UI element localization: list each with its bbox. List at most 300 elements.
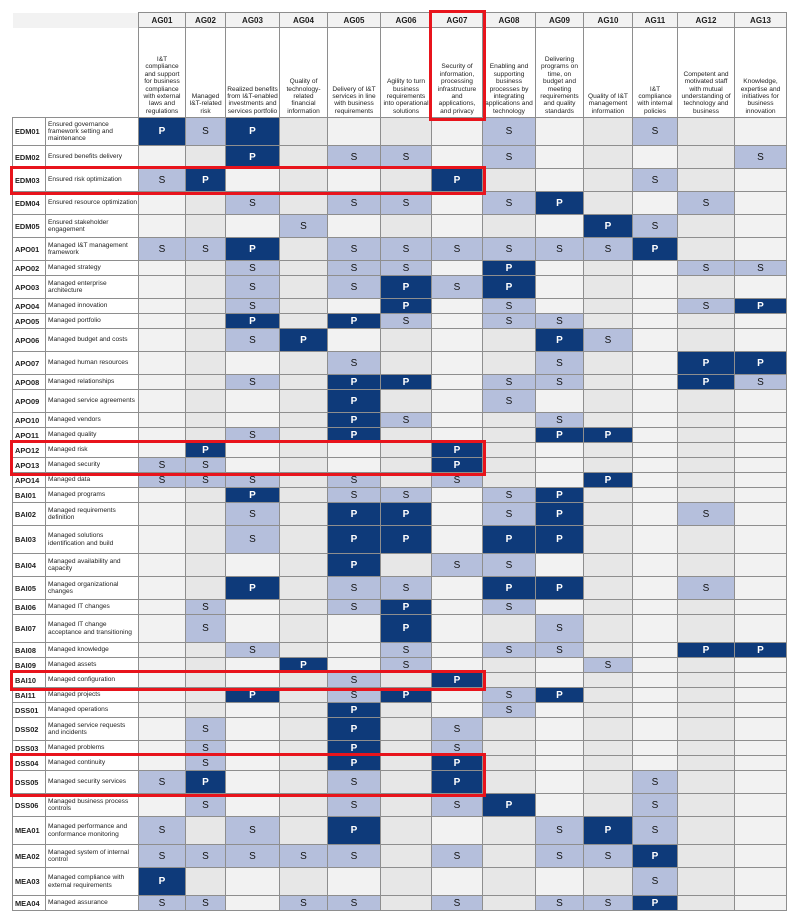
process-name: Managed enterprise architecture [46, 276, 139, 299]
empty-cell [432, 615, 483, 643]
empty-cell [186, 688, 226, 703]
secondary-mark: S [381, 314, 432, 329]
empty-cell [328, 329, 381, 352]
goal-code-ag06: AG06 [381, 13, 432, 28]
process-row-dss05 [13, 771, 787, 794]
primary-mark: P [328, 756, 381, 771]
secondary-mark: S [432, 845, 483, 868]
empty-cell [139, 554, 186, 577]
secondary-mark: S [483, 554, 536, 577]
empty-cell [139, 756, 186, 771]
empty-cell [139, 390, 186, 413]
process-row-bai06 [13, 600, 787, 615]
process-row-mea04 [13, 896, 787, 911]
empty-cell [735, 192, 787, 215]
secondary-mark: S [280, 896, 328, 911]
goal-code-ag07: AG07 [432, 13, 483, 28]
primary-mark: P [328, 375, 381, 390]
process-row-apo07 [13, 352, 787, 375]
process-code: APO06 [13, 329, 46, 352]
secondary-mark: S [328, 794, 381, 817]
empty-cell [633, 756, 678, 771]
secondary-mark: S [432, 473, 483, 488]
empty-cell [633, 703, 678, 718]
process-code: BAI09 [13, 658, 46, 673]
empty-cell [483, 658, 536, 673]
empty-cell [633, 718, 678, 741]
empty-cell [381, 817, 432, 845]
secondary-mark: S [483, 390, 536, 413]
empty-cell [678, 413, 735, 428]
process-rows [13, 118, 787, 911]
empty-cell [432, 688, 483, 703]
primary-mark: P [432, 169, 483, 192]
process-name: Managed vendors [46, 413, 139, 428]
goal-code-ag04: AG04 [280, 13, 328, 28]
empty-cell [483, 473, 536, 488]
empty-cell [186, 375, 226, 390]
goal-code-ag08: AG08 [483, 13, 536, 28]
secondary-mark: S [536, 896, 584, 911]
secondary-mark: S [186, 718, 226, 741]
empty-cell [328, 615, 381, 643]
empty-cell [678, 896, 735, 911]
primary-mark: P [536, 192, 584, 215]
empty-cell [633, 526, 678, 554]
empty-cell [536, 658, 584, 673]
empty-cell [735, 896, 787, 911]
primary-mark: P [328, 526, 381, 554]
process-name: Managed programs [46, 488, 139, 503]
process-row-bai07 [13, 615, 787, 643]
empty-cell [735, 215, 787, 238]
empty-cell [678, 526, 735, 554]
empty-cell [735, 868, 787, 896]
empty-cell [186, 261, 226, 276]
empty-cell [186, 276, 226, 299]
primary-mark: P [328, 314, 381, 329]
empty-cell [226, 600, 280, 615]
empty-cell [432, 600, 483, 615]
primary-mark: P [328, 413, 381, 428]
empty-cell [678, 615, 735, 643]
goal-description: Knowledge, expertise and initiatives for business innovation [735, 28, 787, 118]
empty-cell [381, 718, 432, 741]
goal-code-ag12: AG12 [678, 13, 735, 28]
secondary-mark: S [186, 741, 226, 756]
empty-cell [584, 688, 633, 703]
goal-code-ag10: AG10 [584, 13, 633, 28]
process-row-bai02 [13, 503, 787, 526]
empty-cell [735, 118, 787, 146]
secondary-mark: S [633, 215, 678, 238]
empty-cell [483, 756, 536, 771]
empty-cell [584, 554, 633, 577]
empty-cell [280, 817, 328, 845]
empty-cell [536, 118, 584, 146]
empty-cell [381, 554, 432, 577]
primary-mark: P [328, 741, 381, 756]
empty-cell [186, 526, 226, 554]
primary-mark: P [226, 688, 280, 703]
process-name: Managed innovation [46, 299, 139, 314]
process-name: Managed security [46, 458, 139, 473]
empty-cell [280, 261, 328, 276]
empty-cell [226, 615, 280, 643]
secondary-mark: S [536, 845, 584, 868]
empty-cell [483, 215, 536, 238]
empty-cell [584, 526, 633, 554]
empty-cell [381, 352, 432, 375]
secondary-mark: S [536, 643, 584, 658]
primary-mark: P [328, 817, 381, 845]
secondary-mark: S [483, 488, 536, 503]
process-name: Managed solutions identification and build [46, 526, 139, 554]
goal-description: I&T compliance and support for business compliance with external laws and regulations [139, 28, 186, 118]
secondary-mark: S [226, 299, 280, 314]
empty-cell [381, 428, 432, 443]
empty-cell [584, 118, 633, 146]
empty-cell [633, 600, 678, 615]
primary-mark: P [381, 276, 432, 299]
empty-cell [280, 352, 328, 375]
secondary-mark: S [186, 238, 226, 261]
empty-cell [536, 299, 584, 314]
empty-cell [139, 276, 186, 299]
secondary-mark: S [186, 845, 226, 868]
empty-cell [139, 329, 186, 352]
empty-cell [483, 169, 536, 192]
empty-cell [584, 615, 633, 643]
empty-cell [280, 526, 328, 554]
secondary-mark: S [381, 146, 432, 169]
empty-cell [536, 215, 584, 238]
secondary-mark: S [735, 146, 787, 169]
process-name: Managed service agreements [46, 390, 139, 413]
empty-cell [584, 600, 633, 615]
primary-mark: P [735, 299, 787, 314]
empty-cell [186, 868, 226, 896]
secondary-mark: S [483, 146, 536, 169]
primary-mark: P [633, 896, 678, 911]
empty-cell [280, 276, 328, 299]
empty-cell [381, 390, 432, 413]
empty-cell [280, 718, 328, 741]
empty-cell [280, 756, 328, 771]
secondary-mark: S [584, 329, 633, 352]
primary-mark: P [280, 658, 328, 673]
secondary-mark: S [186, 794, 226, 817]
process-code: APO04 [13, 299, 46, 314]
empty-cell [280, 577, 328, 600]
empty-cell [483, 741, 536, 756]
secondary-mark: S [328, 146, 381, 169]
empty-cell [536, 390, 584, 413]
matrix-table [12, 12, 787, 911]
goal-code-row [13, 13, 787, 28]
empty-cell [280, 868, 328, 896]
process-name: Managed strategy [46, 261, 139, 276]
primary-mark: P [536, 428, 584, 443]
process-code: BAI03 [13, 526, 46, 554]
process-row-apo14 [13, 473, 787, 488]
empty-cell [536, 261, 584, 276]
empty-cell [678, 756, 735, 771]
goal-code-ag11: AG11 [633, 13, 678, 28]
process-row-apo01 [13, 238, 787, 261]
empty-cell [584, 261, 633, 276]
empty-cell [139, 443, 186, 458]
empty-cell [139, 146, 186, 169]
secondary-mark: S [226, 643, 280, 658]
empty-cell [139, 600, 186, 615]
empty-cell [536, 276, 584, 299]
empty-cell [536, 169, 584, 192]
empty-cell [584, 703, 633, 718]
secondary-mark: S [328, 845, 381, 868]
process-code: BAI08 [13, 643, 46, 658]
primary-mark: P [186, 443, 226, 458]
empty-cell [381, 703, 432, 718]
empty-cell [381, 169, 432, 192]
empty-cell [432, 526, 483, 554]
secondary-mark: S [226, 503, 280, 526]
empty-cell [584, 458, 633, 473]
goal-description: Managed I&T-related risk [186, 28, 226, 118]
empty-cell [280, 169, 328, 192]
goal-description: Security of information, processing infrastructure and applications, and privacy [432, 28, 483, 118]
empty-cell [735, 503, 787, 526]
empty-cell [735, 741, 787, 756]
secondary-mark: S [186, 615, 226, 643]
secondary-mark: S [139, 238, 186, 261]
goal-code-ag05: AG05 [328, 13, 381, 28]
empty-cell [186, 503, 226, 526]
secondary-mark: S [432, 238, 483, 261]
process-name: Managed security services [46, 771, 139, 794]
empty-cell [139, 215, 186, 238]
empty-cell [226, 794, 280, 817]
goal-description-row [13, 28, 787, 118]
empty-cell [735, 314, 787, 329]
empty-cell [678, 794, 735, 817]
empty-cell [678, 718, 735, 741]
empty-cell [584, 794, 633, 817]
empty-cell [584, 375, 633, 390]
process-name: Managed problems [46, 741, 139, 756]
empty-cell [226, 718, 280, 741]
goal-code-ag01: AG01 [139, 13, 186, 28]
process-code: APO08 [13, 375, 46, 390]
empty-cell [483, 428, 536, 443]
process-row-dss02 [13, 718, 787, 741]
empty-cell [483, 615, 536, 643]
process-name: Managed availability and capacity [46, 554, 139, 577]
empty-cell [584, 868, 633, 896]
empty-cell [584, 146, 633, 169]
primary-mark: P [483, 261, 536, 276]
process-code: EDM01 [13, 118, 46, 146]
primary-mark: P [678, 375, 735, 390]
empty-cell [735, 658, 787, 673]
empty-cell [139, 741, 186, 756]
process-row-bai08 [13, 643, 787, 658]
empty-cell [678, 458, 735, 473]
empty-cell [678, 238, 735, 261]
empty-cell [483, 458, 536, 473]
empty-cell [735, 169, 787, 192]
empty-cell [432, 215, 483, 238]
empty-cell [483, 771, 536, 794]
secondary-mark: S [186, 896, 226, 911]
secondary-mark: S [328, 673, 381, 688]
secondary-mark: S [584, 896, 633, 911]
secondary-mark: S [483, 688, 536, 703]
primary-mark: P [381, 526, 432, 554]
secondary-mark: S [328, 600, 381, 615]
empty-cell [280, 375, 328, 390]
process-name: Managed portfolio [46, 314, 139, 329]
empty-cell [226, 896, 280, 911]
process-name: Managed assurance [46, 896, 139, 911]
primary-mark: P [328, 554, 381, 577]
primary-mark: P [483, 526, 536, 554]
process-name: Managed system of internal control [46, 845, 139, 868]
empty-cell [139, 375, 186, 390]
empty-cell [226, 390, 280, 413]
empty-cell [536, 554, 584, 577]
empty-cell [381, 741, 432, 756]
empty-cell [432, 375, 483, 390]
empty-cell [280, 771, 328, 794]
empty-cell [381, 794, 432, 817]
empty-cell [633, 658, 678, 673]
process-name: Managed IT change acceptance and transitioning [46, 615, 139, 643]
secondary-mark: S [381, 261, 432, 276]
secondary-mark: S [584, 845, 633, 868]
process-row-edm05 [13, 215, 787, 238]
empty-cell [226, 554, 280, 577]
empty-cell [432, 658, 483, 673]
primary-mark: P [381, 615, 432, 643]
empty-cell [584, 643, 633, 658]
empty-cell [139, 192, 186, 215]
empty-cell [678, 488, 735, 503]
empty-cell [678, 703, 735, 718]
secondary-mark: S [226, 192, 280, 215]
empty-cell [280, 299, 328, 314]
empty-cell [584, 276, 633, 299]
process-row-edm03 [13, 169, 787, 192]
empty-cell [280, 554, 328, 577]
secondary-mark: S [226, 526, 280, 554]
empty-cell [536, 756, 584, 771]
empty-cell [432, 192, 483, 215]
secondary-mark: S [536, 615, 584, 643]
process-code: APO10 [13, 413, 46, 428]
process-name: Managed data [46, 473, 139, 488]
empty-cell [584, 314, 633, 329]
secondary-mark: S [186, 756, 226, 771]
process-row-apo06 [13, 329, 787, 352]
empty-cell [633, 329, 678, 352]
primary-mark: P [536, 329, 584, 352]
empty-cell [584, 741, 633, 756]
process-name: Managed compliance with external requirements [46, 868, 139, 896]
empty-cell [735, 615, 787, 643]
empty-cell [381, 215, 432, 238]
process-row-edm01 [13, 118, 787, 146]
process-row-apo11 [13, 428, 787, 443]
process-row-edm02 [13, 146, 787, 169]
process-row-bai11 [13, 688, 787, 703]
secondary-mark: S [735, 375, 787, 390]
secondary-mark: S [226, 261, 280, 276]
empty-cell [432, 299, 483, 314]
secondary-mark: S [536, 352, 584, 375]
empty-cell [678, 118, 735, 146]
empty-cell [584, 443, 633, 458]
process-name: Ensured benefits delivery [46, 146, 139, 169]
process-name: Managed budget and costs [46, 329, 139, 352]
empty-cell [226, 771, 280, 794]
empty-cell [226, 673, 280, 688]
process-row-apo05 [13, 314, 787, 329]
empty-cell [226, 169, 280, 192]
secondary-mark: S [483, 703, 536, 718]
secondary-mark: S [139, 771, 186, 794]
process-name: Managed service requests and incidents [46, 718, 139, 741]
empty-cell [584, 352, 633, 375]
empty-cell [226, 756, 280, 771]
process-code: BAI01 [13, 488, 46, 503]
empty-cell [280, 192, 328, 215]
empty-cell [280, 118, 328, 146]
empty-cell [381, 756, 432, 771]
goal-code-ag02: AG02 [186, 13, 226, 28]
process-name: Managed relationships [46, 375, 139, 390]
empty-cell [186, 192, 226, 215]
empty-cell [381, 118, 432, 146]
empty-cell [483, 868, 536, 896]
secondary-mark: S [328, 276, 381, 299]
empty-cell [678, 771, 735, 794]
empty-cell [328, 215, 381, 238]
empty-cell [678, 276, 735, 299]
process-row-bai09 [13, 658, 787, 673]
process-code: MEA01 [13, 817, 46, 845]
empty-cell [381, 458, 432, 473]
process-row-apo13 [13, 458, 787, 473]
primary-mark: P [226, 577, 280, 600]
empty-cell [280, 673, 328, 688]
empty-cell [735, 673, 787, 688]
primary-mark: P [226, 238, 280, 261]
empty-cell [280, 643, 328, 658]
process-name: Ensured risk optimization [46, 169, 139, 192]
secondary-mark: S [280, 215, 328, 238]
secondary-mark: S [328, 473, 381, 488]
empty-cell [186, 643, 226, 658]
empty-cell [328, 643, 381, 658]
secondary-mark: S [678, 503, 735, 526]
empty-cell [678, 817, 735, 845]
process-name: Managed requirements definition [46, 503, 139, 526]
primary-mark: P [328, 703, 381, 718]
primary-mark: P [735, 643, 787, 658]
process-code: APO02 [13, 261, 46, 276]
process-name: Managed business process controls [46, 794, 139, 817]
